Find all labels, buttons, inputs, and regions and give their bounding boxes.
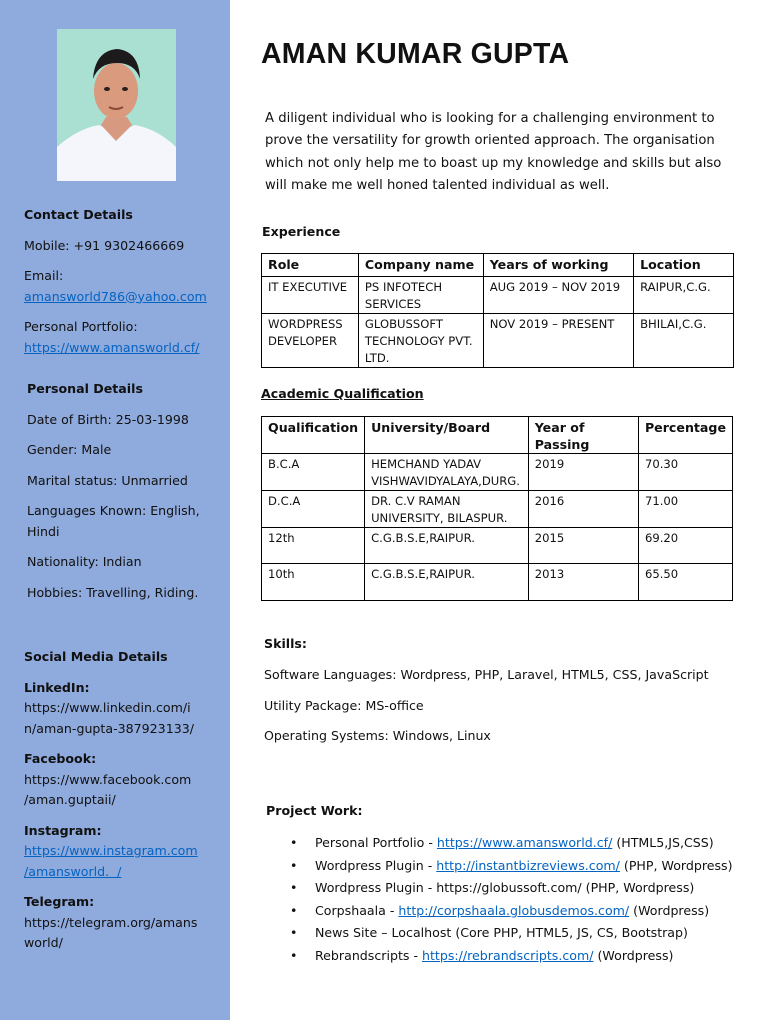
project-link[interactable]: http://corpshaala.globusdemos.com/ bbox=[398, 902, 630, 918]
cell-line: IT EXECUTIVE bbox=[268, 280, 348, 294]
project-item bbox=[290, 900, 750, 923]
linkedin-label: LinkedIn: bbox=[24, 679, 90, 695]
table-cell bbox=[528, 454, 638, 491]
cell-line: 10th bbox=[268, 567, 295, 581]
project-text: Corpshaala - bbox=[315, 902, 399, 918]
table-cell bbox=[638, 491, 732, 528]
project-tech: (PHP, Wordpress) bbox=[619, 857, 733, 873]
cell-line: 2016 bbox=[534, 494, 565, 508]
page-title: AMAN KUMAR GUPTA bbox=[261, 38, 570, 70]
table-cell bbox=[528, 564, 638, 601]
cell-line: TECHNOLOGY PVT. bbox=[364, 334, 473, 348]
cell-line: DR. C.V RAMAN bbox=[371, 494, 461, 508]
linkedin-url-2[interactable]: n/aman-gupta-387923133/ bbox=[24, 720, 194, 736]
gender-text: Gender: Male bbox=[27, 442, 112, 457]
table-header-row bbox=[262, 254, 734, 277]
table-cell bbox=[483, 314, 633, 368]
column-header: Qualification bbox=[262, 417, 365, 454]
project-item bbox=[290, 855, 750, 878]
project-link[interactable]: https://www.amansworld.cf/ bbox=[436, 835, 613, 850]
project-tech: (HTML5,JS,CSS) bbox=[612, 835, 714, 850]
project-tech: (Wordpress) bbox=[629, 902, 710, 918]
instagram-link-1[interactable]: https://www.instagram.com bbox=[24, 843, 198, 858]
table-cell bbox=[262, 528, 365, 564]
academic-table bbox=[261, 416, 733, 601]
table-cell bbox=[262, 277, 359, 314]
languages-text-1: Languages Known: English, bbox=[27, 503, 200, 518]
dob-text: Date of Birth: 25-03-1998 bbox=[27, 411, 189, 427]
table-cell bbox=[634, 277, 734, 314]
bullet-icon: • bbox=[290, 947, 298, 963]
table-cell bbox=[528, 491, 638, 528]
table-row bbox=[262, 564, 733, 601]
table-row bbox=[262, 314, 734, 368]
table-cell bbox=[528, 528, 638, 564]
experience-table bbox=[261, 253, 734, 368]
summary-text: A diligent individual who is looking for a challenging environment to prove the versatility for growth oriented approach. The organisation which not only help me to boast up my knowledge and skills but also will make me well honed talented individual as well. bbox=[265, 111, 722, 194]
cell-line: 69.20 bbox=[644, 531, 679, 545]
contact-heading: Contact Details bbox=[24, 207, 133, 222]
bullet-icon: • bbox=[290, 857, 298, 873]
mobile-text: Mobile: +91 9302466669 bbox=[24, 237, 185, 253]
column-header: Percentage bbox=[638, 417, 732, 454]
table-cell bbox=[262, 454, 365, 491]
table-cell bbox=[365, 491, 529, 528]
skills-heading: Skills: bbox=[264, 636, 307, 651]
column-header: Location bbox=[634, 254, 734, 277]
table-cell bbox=[638, 528, 732, 564]
cell-line: UNIVERSITY, BILASPUR. bbox=[371, 511, 508, 525]
contact-details-section bbox=[24, 205, 210, 358]
project-item bbox=[290, 832, 750, 855]
column-header: Years of working bbox=[483, 254, 633, 277]
project-list bbox=[290, 832, 750, 968]
cell-line: B.C.A bbox=[268, 457, 300, 471]
column-header: Company name bbox=[358, 254, 483, 277]
skills-os: Operating Systems: Windows, Linux bbox=[264, 728, 491, 743]
cell-line: D.C.A bbox=[268, 494, 301, 508]
table-cell bbox=[638, 454, 732, 491]
project-link[interactable]: https://rebrandscripts.com/ bbox=[422, 947, 594, 963]
cell-line: C.G.B.S.E,RAIPUR. bbox=[371, 567, 475, 581]
project-text: News Site – Localhost (Core PHP, HTML5, JS, CS, Bootstrap) bbox=[315, 925, 688, 941]
table-cell bbox=[365, 454, 529, 491]
cell-line: C.G.B.S.E,RAIPUR. bbox=[371, 531, 475, 545]
profile-photo bbox=[57, 29, 176, 181]
project-text: Wordpress Plugin - bbox=[315, 857, 437, 873]
marital-text: Marital status: Unmarried bbox=[27, 472, 188, 488]
table-cell bbox=[262, 314, 359, 368]
cell-line: WORDPRESS bbox=[268, 317, 343, 331]
project-text: Personal Portfolio - bbox=[315, 835, 437, 850]
table-cell bbox=[358, 314, 483, 368]
table-row bbox=[262, 528, 733, 564]
cell-line: BHILAI,C.G. bbox=[640, 317, 707, 331]
hobbies-text: Hobbies: Travelling, Riding. bbox=[27, 584, 199, 600]
cell-line: 70.30 bbox=[644, 457, 679, 471]
academic-heading: Academic Qualification bbox=[261, 386, 424, 401]
bullet-icon: • bbox=[290, 925, 298, 941]
table-cell bbox=[483, 277, 633, 314]
email-link[interactable]: amansworld786@yahoo.com bbox=[24, 288, 207, 304]
projects-heading: Project Work: bbox=[266, 803, 363, 818]
telegram-url-1[interactable]: https://telegram.org/amans bbox=[24, 914, 198, 930]
email-label: Email: bbox=[24, 268, 64, 283]
facebook-label: Facebook: bbox=[24, 751, 97, 766]
cell-line: LTD. bbox=[364, 351, 390, 365]
cell-line: 65.50 bbox=[644, 567, 679, 581]
experience-heading: Experience bbox=[262, 224, 341, 239]
bullet-icon: • bbox=[290, 835, 298, 850]
project-text: Rebrandscripts - bbox=[315, 947, 423, 963]
personal-details-section bbox=[27, 379, 213, 603]
table-cell bbox=[358, 277, 483, 314]
table-cell bbox=[262, 491, 365, 528]
table-cell bbox=[365, 528, 529, 564]
personal-heading: Personal Details bbox=[27, 381, 143, 396]
table-cell bbox=[365, 564, 529, 601]
cell-line: AUG 2019 – NOV 2019 bbox=[489, 280, 621, 294]
portfolio-label: Personal Portfolio: bbox=[24, 319, 138, 334]
cell-line: 71.00 bbox=[644, 494, 679, 508]
cell-line: 2019 bbox=[534, 457, 565, 471]
instagram-link-2[interactable]: /amansworld. / bbox=[24, 863, 122, 879]
project-link[interactable]: http://instantbizreviews.com/ bbox=[436, 857, 620, 873]
skills-software: Software Languages: Wordpress, PHP, Laravel, HTML5, CSS, JavaScript bbox=[264, 667, 709, 682]
table-row bbox=[262, 491, 733, 528]
column-header: University/Board bbox=[365, 417, 529, 454]
cell-line: HEMCHAND YADAV bbox=[371, 457, 482, 471]
facebook-url-1[interactable]: https://www.facebook.com bbox=[24, 771, 192, 787]
cell-line: PS INFOTECH bbox=[364, 280, 443, 294]
telegram-label: Telegram: bbox=[24, 894, 95, 909]
project-item bbox=[290, 945, 750, 968]
nationality-text: Nationality: Indian bbox=[27, 554, 142, 569]
table-cell bbox=[634, 314, 734, 368]
table-cell bbox=[638, 564, 732, 601]
cell-line: GLOBUSSOFT bbox=[364, 317, 443, 331]
telegram-url-2[interactable]: world/ bbox=[24, 935, 63, 950]
project-item bbox=[290, 922, 750, 945]
linkedin-url-1[interactable]: https://www.linkedin.com/i bbox=[24, 700, 191, 715]
social-media-section bbox=[24, 647, 210, 954]
bullet-icon: • bbox=[290, 880, 298, 896]
table-header-row bbox=[262, 417, 733, 454]
languages-text-2: Hindi bbox=[27, 523, 60, 539]
cell-line: DEVELOPER bbox=[268, 334, 338, 348]
project-text: Wordpress Plugin - https://globussoft.com/ (PHP, Wordpress) bbox=[315, 880, 695, 896]
table-row bbox=[262, 454, 733, 491]
cell-line: VISHWAVIDYALAYA,DURG. bbox=[371, 474, 520, 488]
bullet-icon: • bbox=[290, 902, 298, 918]
cell-line: SERVICES bbox=[364, 297, 422, 311]
project-tech: (Wordpress) bbox=[593, 947, 674, 963]
table-cell bbox=[262, 564, 365, 601]
cell-line: 2013 bbox=[534, 567, 565, 581]
project-item bbox=[290, 877, 750, 900]
portfolio-link[interactable]: https://www.amansworld.cf/ bbox=[24, 339, 200, 355]
column-header: Year of Passing bbox=[528, 417, 638, 454]
cell-line: 12th bbox=[268, 531, 295, 545]
facebook-url-2[interactable]: /aman.guptaii/ bbox=[24, 792, 116, 807]
column-header: Role bbox=[262, 254, 359, 277]
social-heading: Social Media Details bbox=[24, 649, 168, 664]
skills-utility: Utility Package: MS-office bbox=[264, 698, 424, 713]
table-row bbox=[262, 277, 734, 314]
cell-line: NOV 2019 – PRESENT bbox=[489, 317, 615, 331]
cell-line: 2015 bbox=[534, 531, 565, 545]
cell-line: RAIPUR,C.G. bbox=[640, 280, 711, 294]
instagram-label: Instagram: bbox=[24, 822, 102, 838]
